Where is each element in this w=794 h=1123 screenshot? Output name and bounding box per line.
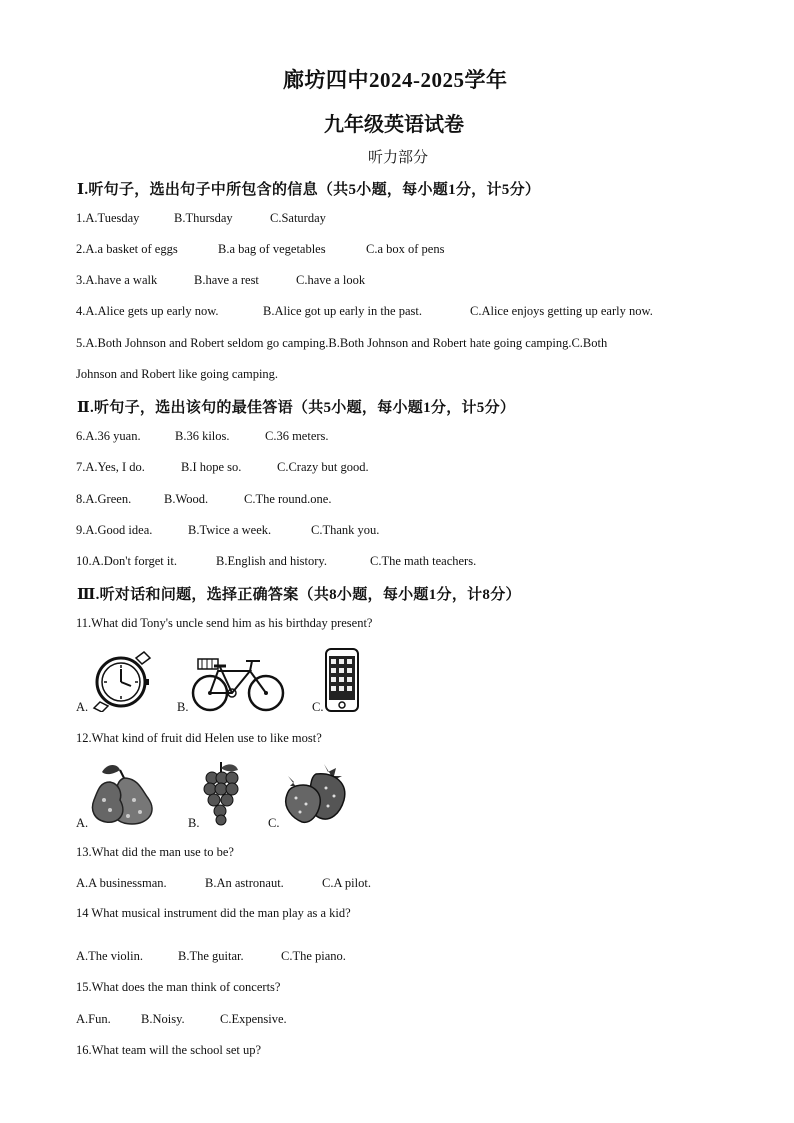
q9-option-c: C.Thank you. xyxy=(311,523,380,537)
q12-label-c: C. xyxy=(268,816,280,830)
q11-label-a: A. xyxy=(76,700,89,714)
q2-option-a: 2.A.a basket of eggs xyxy=(76,242,178,256)
q1-option-b: B.Thursday xyxy=(174,211,233,225)
q9-option-a: 9.A.Good idea. xyxy=(76,523,153,537)
q13-option-a: A.A businessman. xyxy=(76,876,167,890)
q14-option-a: A.The violin. xyxy=(76,949,144,963)
q6-option-a: 6.A.36 yuan. xyxy=(76,429,141,443)
q4-option-b: B.Alice got up early in the past. xyxy=(263,304,422,318)
q3-option-c: C.have a look xyxy=(296,273,366,287)
q11-label-b: B. xyxy=(177,700,189,714)
q11-label-c: C. xyxy=(312,700,324,714)
section-2-title: Ⅱ.听句子，选出该句的最佳答语（共5小题，每小题1分，计5分） xyxy=(77,400,516,416)
q1-option-a: 1.A.Tuesday xyxy=(76,211,140,225)
q8-option-a: 8.A.Green. xyxy=(76,492,132,506)
q14-option-b: B.The guitar. xyxy=(178,949,244,963)
q12-question: 12.What kind of fruit did Helen use to like most? xyxy=(76,731,322,745)
q8-option-c: C.The round.one. xyxy=(244,492,332,506)
q10-option-b: B.English and history. xyxy=(216,554,327,568)
q13-option-b: B.An astronaut. xyxy=(205,876,284,890)
section-3-title: Ⅲ.听对话和问题，选择正确答案（共8小题，每小题1分，计8分） xyxy=(77,587,521,603)
q5-line-2: Johnson and Robert like going camping. xyxy=(76,367,279,381)
q3-option-a: 3.A.have a walk xyxy=(76,273,158,287)
q7-option-c: C.Crazy but good. xyxy=(277,460,369,474)
q3-option-b: B.have a rest xyxy=(194,273,259,287)
q10-option-a: 10.A.Don't forget it. xyxy=(76,554,177,568)
school-title: 廊坊四中2024-2025学年 xyxy=(283,68,508,92)
q14-option-c: C.The piano. xyxy=(281,949,346,963)
q8-option-b: B.Wood. xyxy=(164,492,209,506)
strawberry-icon xyxy=(280,760,350,826)
section-1-title: Ⅰ.听句子，选出句子中所包含的信息（共5小题，每小题1分，计5分） xyxy=(77,182,541,198)
q13-option-c: C.A pilot. xyxy=(322,876,371,890)
q4-option-c: C.Alice enjoys getting up early now. xyxy=(470,304,653,318)
bicycle-icon xyxy=(190,655,286,713)
q10-option-c: C.The math teachers. xyxy=(370,554,477,568)
q9-option-b: B.Twice a week. xyxy=(188,523,272,537)
q1-option-c: C.Saturday xyxy=(270,211,326,225)
watch-icon xyxy=(86,650,156,712)
q11-question: 11.What did Tony's uncle send him as his birthday present? xyxy=(76,616,373,630)
q7-option-a: 7.A.Yes, I do. xyxy=(76,460,145,474)
q13-question: 13.What did the man use to be? xyxy=(76,845,234,859)
q14-question: 14 What musical instrument did the man play as a kid? xyxy=(76,906,351,920)
q15-option-a: A.Fun. xyxy=(76,1012,111,1026)
q15-question: 15.What does the man think of concerts? xyxy=(76,980,281,994)
q6-option-c: C.36 meters. xyxy=(265,429,329,443)
q2-option-b: B.a bag of vegetables xyxy=(218,242,326,256)
q12-label-a: A. xyxy=(76,816,89,830)
part-title: 听力部分 xyxy=(368,150,429,166)
q2-option-c: C.a box of pens xyxy=(366,242,445,256)
q15-option-c: C.Expensive. xyxy=(220,1012,287,1026)
grapes-icon xyxy=(200,760,242,826)
phone-icon xyxy=(324,647,360,713)
q6-option-b: B.36 kilos. xyxy=(175,429,230,443)
q15-option-b: B.Noisy. xyxy=(141,1012,185,1026)
q7-option-b: B.I hope so. xyxy=(181,460,242,474)
q16-question: 16.What team will the school set up? xyxy=(76,1043,262,1057)
q5-line-1: 5.A.Both Johnson and Robert seldom go camping.B.Both Johnson and Robert hate going camping.C.Both xyxy=(76,336,608,350)
q4-option-a: 4.A.Alice gets up early now. xyxy=(76,304,219,318)
exam-title: 九年级英语试卷 xyxy=(324,114,464,136)
q12-label-b: B. xyxy=(188,816,200,830)
pear-icon xyxy=(88,760,160,826)
